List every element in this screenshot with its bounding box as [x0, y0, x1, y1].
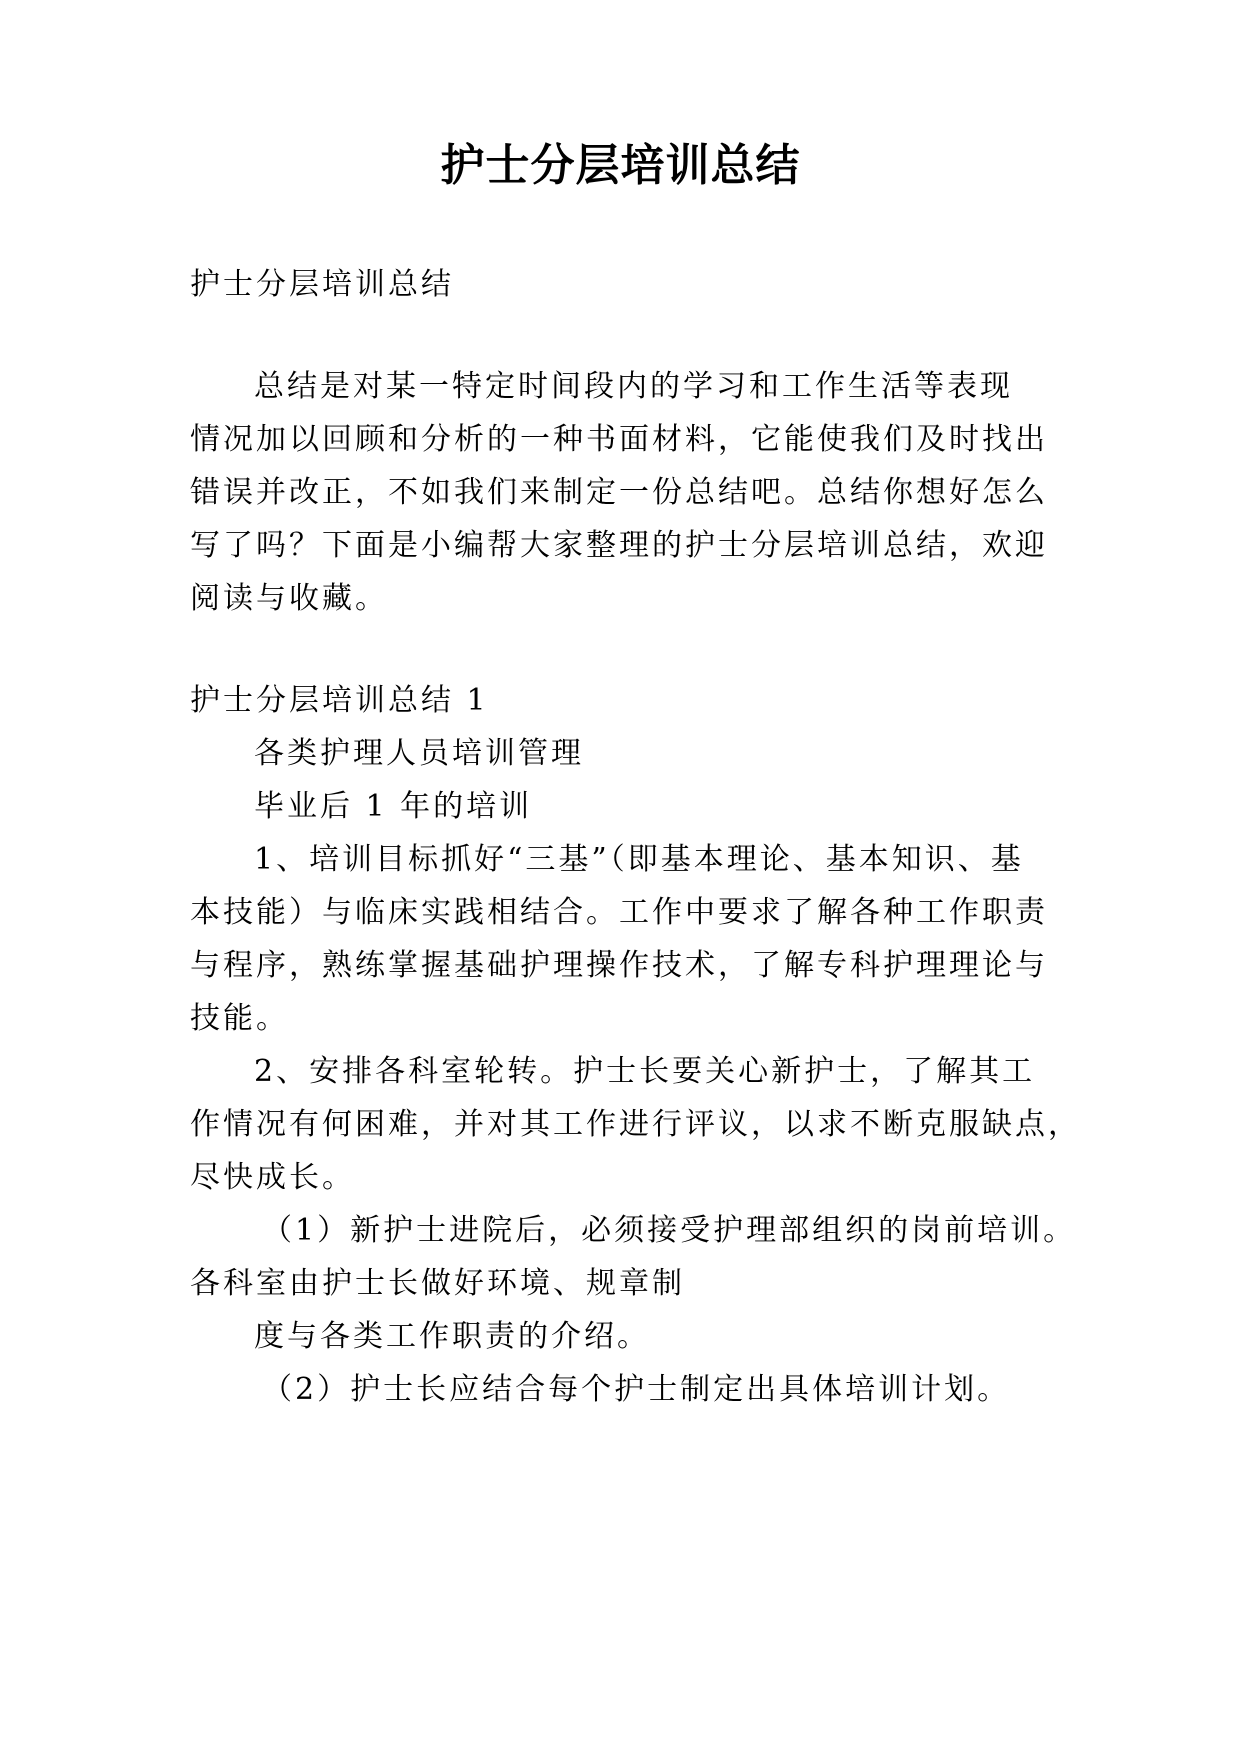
- body-line-13: （2）护士长应结合每个护士制定出具体培训计划。: [262, 1372, 1011, 1407]
- body-line-3: 1、培训目标抓好“三基”（即基本理论、基本知识、基: [254, 842, 1024, 877]
- body-line-12: 度与各类工作职责的介绍。: [254, 1319, 650, 1354]
- intro-line-2: 情况加以回顾和分析的一种书面材料，它能使我们及时找出: [190, 422, 1048, 457]
- body-line-8: 作情况有何困难，并对其工作进行评议，以求不断克服缺点，: [190, 1107, 1081, 1142]
- body-line-7: 2、安排各科室轮转。护士长要关心新护士，了解其工: [254, 1054, 1036, 1089]
- intro-line-5: 阅读与收藏。: [190, 581, 388, 616]
- body-line-9: 尽快成长。: [190, 1160, 355, 1195]
- intro-line-1: 总结是对某一特定时间段内的学习和工作生活等表现: [254, 369, 1013, 404]
- section-heading: 护士分层培训总结 1: [190, 683, 489, 718]
- body-line-5: 与程序，熟练掌握基础护理操作技术，了解专科护理理论与: [190, 948, 1048, 983]
- intro-line-3: 错误并改正，不如我们来制定一份总结吧。总结你想好怎么: [190, 475, 1048, 510]
- document-subtitle: 护士分层培训总结: [190, 267, 454, 302]
- body-line-10: （1）新护士进院后，必须接受护理部组织的岗前培训。: [262, 1213, 1077, 1248]
- body-line-4: 本技能）与临床实践相结合。工作中要求了解各种工作职责: [190, 895, 1048, 930]
- body-line-6: 技能。: [190, 1001, 289, 1036]
- body-line-2: 毕业后 1 年的培训: [254, 789, 533, 824]
- body-line-11: 各科室由护士长做好环境、规章制: [190, 1266, 685, 1301]
- body-line-1: 各类护理人员培训管理: [254, 736, 584, 771]
- document-title: 护士分层培训总结: [440, 140, 801, 191]
- intro-line-4: 写了吗？下面是小编帮大家整理的护士分层培训总结，欢迎: [190, 528, 1048, 563]
